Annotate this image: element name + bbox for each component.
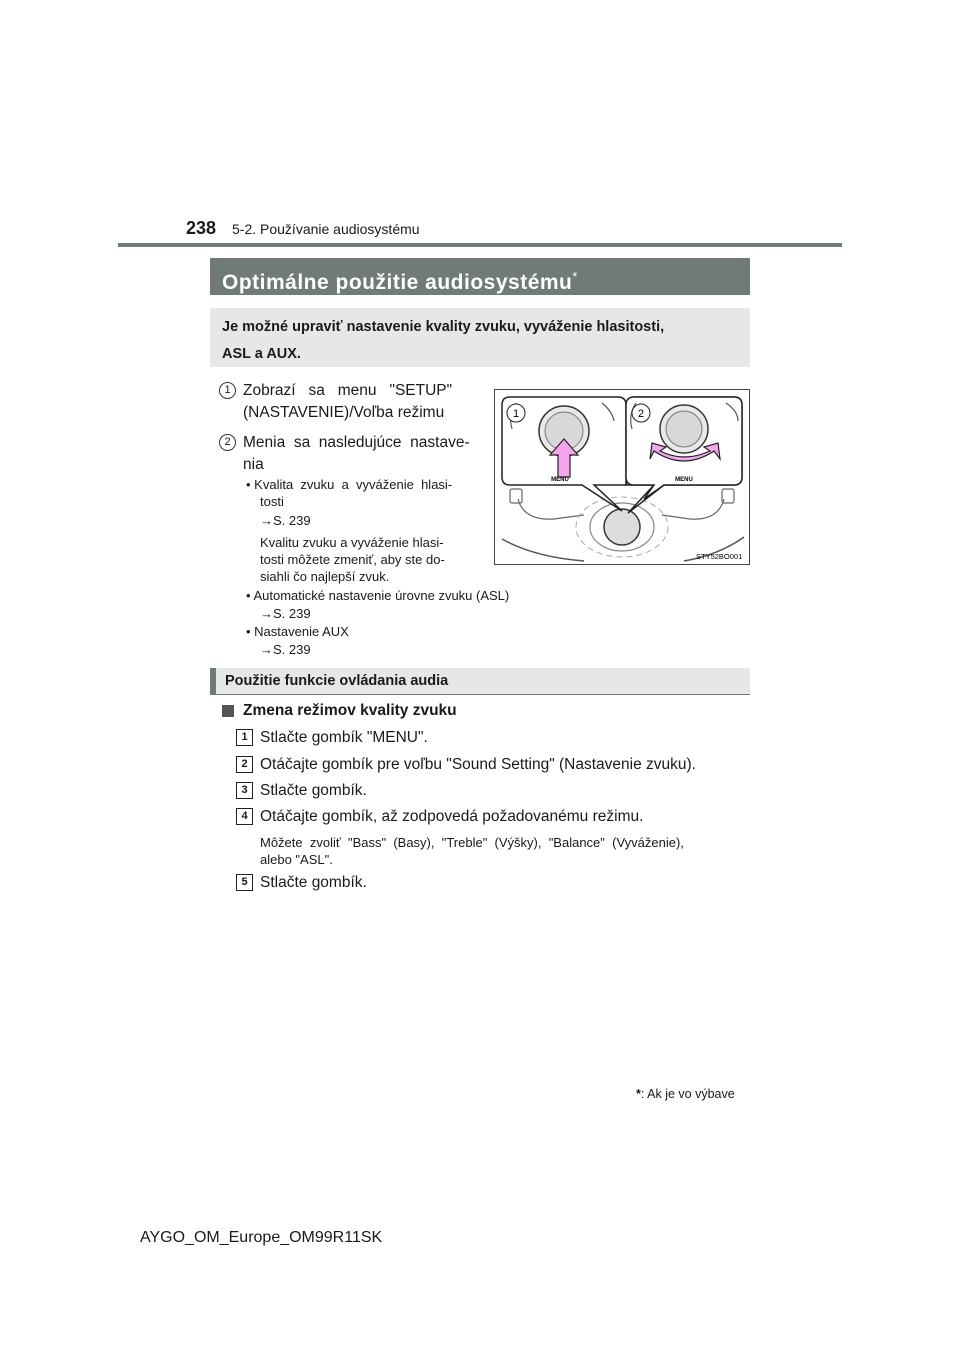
intro-line-1: Je možné upraviť nastavenie kvality zvuku, vyváženie hlasitosti, [222, 319, 665, 335]
item-number-1: 1 [219, 382, 236, 399]
subsection-heading-rule [210, 694, 750, 695]
item-1-line-2: (NASTAVENIE)/Voľba režimu [243, 404, 445, 421]
document-footer: AYGO_OM_Europe_OM99R11SK [140, 1229, 383, 1246]
footnote [636, 1087, 735, 1101]
step-number-1: 1 [236, 729, 253, 746]
bullet-1-reference: →S. 239 [260, 513, 311, 528]
title-text: Optimálne použitie audiosystému [222, 271, 573, 294]
note-line-1: Kvalitu zvuku a vyváženie hlasi- [260, 535, 444, 550]
procedure-title: Zmena režimov kvality zvuku [243, 702, 457, 719]
step-number-5: 5 [236, 874, 253, 891]
item-2-line-2: nia [243, 456, 264, 473]
step-4-note-line-1: Môžete zvoliť "Bass" (Basy), "Treble" (Výšky), "Balance" (Vyváženie), [260, 835, 684, 850]
callout-2: 2 [637, 408, 645, 420]
menu-knob-2-inner [666, 411, 702, 447]
intro-line-2: ASL a AUX. [222, 346, 301, 362]
note-line-2: tosti môžete zmeniť, aby ste do- [260, 552, 445, 567]
footnote-text: : Ak je vo výbave [640, 1087, 735, 1101]
bullet-3: • Nastavenie AUX [246, 624, 349, 639]
header-divider [118, 243, 842, 247]
section-label: 5-2. Používanie audiosystému [232, 221, 420, 237]
step-4-note-line-2: alebo "ASL". [260, 852, 333, 867]
intro-box [210, 308, 750, 367]
subsection-heading: Použitie funkcie ovládania audia [210, 668, 750, 694]
item-2-line-1: Menia sa nasledujúce nastave- [243, 434, 470, 451]
page-number: 238 [186, 218, 217, 238]
bullet-2-reference: →S. 239 [260, 606, 311, 621]
step-1-text: Stlačte gombík "MENU". [260, 729, 428, 746]
step-5-text: Stlačte gombík. [260, 874, 367, 891]
square-bullet-icon [222, 705, 234, 717]
menu-label-1: MENU [551, 477, 569, 483]
callout-1: 1 [512, 408, 520, 420]
item-number-2: 2 [219, 434, 236, 451]
item-2-text [243, 432, 479, 476]
step-4-text: Otáčajte gombík, až zodpovedá požadovanému režimu. [260, 808, 644, 825]
step-number-3: 3 [236, 782, 253, 799]
main-knob [604, 509, 640, 545]
audio-control-illustration [494, 389, 750, 565]
menu-label-2: MENU [675, 477, 693, 483]
bullet-2: • Automatické nastavenie úrovne zvuku (ASL) [246, 588, 510, 603]
figure-code: STY52BO001 [696, 552, 743, 561]
step-2-text: Otáčajte gombík pre voľbu "Sound Setting" (Nastavenie zvuku). [260, 756, 696, 773]
title-asterisk: * [572, 269, 578, 284]
step-3-text: Stlačte gombík. [260, 782, 367, 799]
bullet-1-line-1: • Kvalita zvuku a vyváženie hlasi- [246, 477, 453, 492]
bullet-1-line-2: tosti [260, 494, 284, 509]
step-number-2: 2 [236, 756, 253, 773]
page-title [210, 258, 750, 295]
footnote-marker: * [636, 1087, 641, 1101]
step-number-4: 4 [236, 808, 253, 825]
item-1-line-1: Zobrazí sa menu "SETUP" [243, 382, 453, 399]
item-1-text [243, 380, 479, 424]
note-line-3: siahli čo najlepší zvuk. [260, 569, 390, 584]
bullet-3-reference: →S. 239 [260, 642, 311, 657]
